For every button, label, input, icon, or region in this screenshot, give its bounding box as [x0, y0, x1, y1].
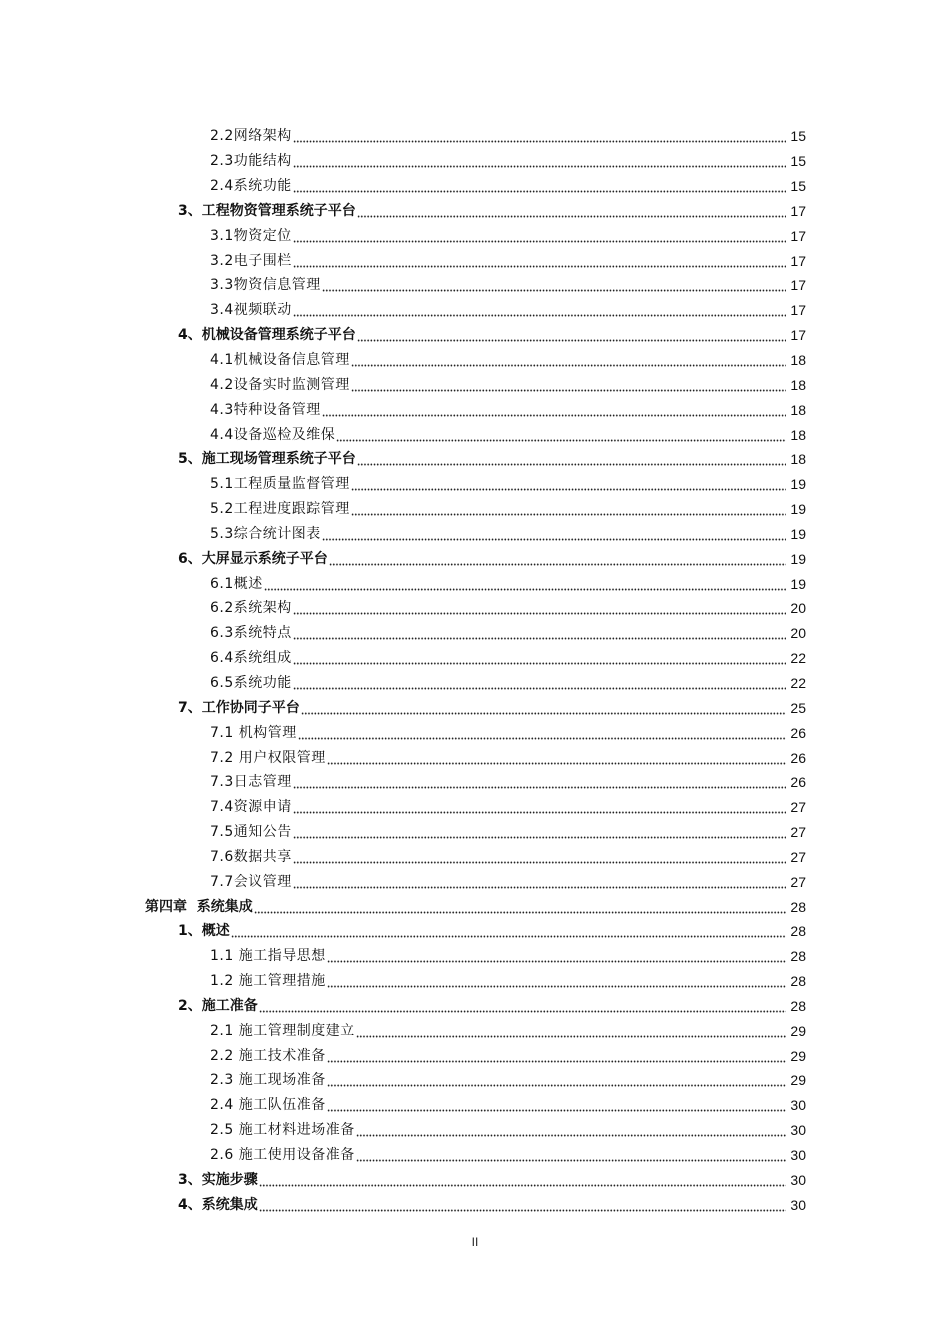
toc-entry-title: 第四章 系统集成	[145, 898, 253, 915]
toc-dot-leader	[327, 1073, 786, 1087]
toc-subsection-entry[interactable]	[0, 1068, 950, 1093]
toc-subsection-entry[interactable]	[0, 844, 950, 869]
toc-entry-title: 7.5通知公告	[210, 824, 292, 841]
toc-section-entry[interactable]	[0, 546, 950, 571]
toc-dot-leader	[322, 527, 786, 541]
toc-dot-leader	[293, 651, 786, 665]
toc-entry-page-number: 17	[790, 277, 806, 294]
toc-entry-page-number: 27	[790, 824, 806, 841]
toc-section-entry[interactable]	[0, 447, 950, 472]
toc-entry-page-number: 30	[790, 1171, 806, 1188]
toc-subsection-entry[interactable]	[0, 596, 950, 621]
toc-entry-page-number: 19	[790, 501, 806, 518]
toc-dot-leader	[254, 900, 786, 914]
toc-entry-page-number: 19	[790, 550, 806, 567]
toc-dot-leader	[356, 1024, 786, 1038]
toc-section-entry[interactable]	[0, 994, 950, 1019]
toc-subsection-entry[interactable]	[0, 820, 950, 845]
toc-entry-title: 6、大屏显示系统子平台	[178, 550, 328, 567]
toc-entry-title: 6.4系统组成	[210, 650, 292, 667]
toc-subsection-entry[interactable]	[0, 720, 950, 745]
toc-dot-leader	[351, 378, 786, 392]
toc-subsection-entry[interactable]	[0, 1143, 950, 1168]
toc-dot-leader	[357, 328, 786, 342]
toc-section-entry[interactable]	[0, 323, 950, 348]
toc-dot-leader	[298, 726, 786, 740]
toc-entry-page-number: 17	[790, 327, 806, 344]
toc-subsection-entry[interactable]	[0, 372, 950, 397]
toc-entry-page-number: 30	[790, 1097, 806, 1114]
toc-entry-page-number: 30	[790, 1122, 806, 1139]
toc-entry-page-number: 17	[790, 227, 806, 244]
toc-section-entry[interactable]	[0, 1167, 950, 1192]
toc-subsection-entry[interactable]	[0, 671, 950, 696]
toc-section-entry[interactable]	[0, 199, 950, 224]
toc-entry-page-number: 30	[790, 1196, 806, 1213]
toc-subsection-entry[interactable]	[0, 571, 950, 596]
toc-entry-page-number: 26	[790, 774, 806, 791]
toc-entry-title: 3.2电子围栏	[210, 252, 292, 269]
toc-entry-title: 2.4系统功能	[210, 178, 292, 195]
toc-dot-leader	[293, 601, 786, 615]
toc-dot-leader	[351, 502, 786, 516]
toc-entry-title: 2.6 施工使用设备准备	[210, 1147, 355, 1164]
toc-entry-page-number: 30	[790, 1147, 806, 1164]
toc-entry-title: 4.4设备巡检及维保	[210, 426, 336, 443]
toc-entry-page-number: 29	[790, 1047, 806, 1064]
toc-entry-page-number: 28	[790, 898, 806, 915]
toc-entry-title: 4.2设备实时监测管理	[210, 376, 350, 393]
toc-dot-leader	[336, 428, 786, 442]
toc-entry-title: 7.2 用户权限管理	[210, 749, 326, 766]
toc-entry-page-number: 15	[790, 153, 806, 170]
toc-entry-page-number: 28	[790, 997, 806, 1014]
toc-dot-leader	[293, 800, 786, 814]
toc-entry-page-number: 27	[790, 873, 806, 890]
toc-entry-page-number: 18	[790, 352, 806, 369]
toc-entry-title: 2.1 施工管理制度建立	[210, 1022, 355, 1039]
toc-entry-page-number: 18	[790, 376, 806, 393]
toc-dot-leader	[356, 1123, 786, 1137]
toc-subsection-entry[interactable]	[0, 1118, 950, 1143]
toc-entry-title: 7.7会议管理	[210, 873, 292, 890]
toc-entry-page-number: 18	[790, 426, 806, 443]
toc-subsection-entry[interactable]	[0, 248, 950, 273]
toc-entry-title: 3.4视频联动	[210, 302, 292, 319]
toc-entry-title: 5.3综合统计图表	[210, 525, 321, 542]
toc-entry-title: 6.1概述	[210, 575, 263, 592]
toc-dot-leader	[293, 825, 786, 839]
toc-entry-title: 2.4 施工队伍准备	[210, 1097, 326, 1114]
toc-entry-title: 5.2工程进度跟踪管理	[210, 501, 350, 518]
toc-dot-leader	[357, 452, 786, 466]
toc-entry-title: 3、实施步骤	[178, 1171, 258, 1188]
toc-entry-title: 3.1物资定位	[210, 227, 292, 244]
toc-entry-title: 1、概述	[178, 923, 230, 940]
toc-entry-title: 5、施工现场管理系统子平台	[178, 451, 356, 468]
toc-entry-page-number: 22	[790, 674, 806, 691]
toc-entry-title: 2.3 施工现场准备	[210, 1072, 326, 1089]
toc-entry-page-number: 17	[790, 252, 806, 269]
toc-entry-page-number: 20	[790, 625, 806, 642]
toc-subsection-entry[interactable]	[0, 397, 950, 422]
toc-dot-leader	[301, 701, 786, 715]
toc-entry-page-number: 26	[790, 749, 806, 766]
toc-entry-title: 6.5系统功能	[210, 674, 292, 691]
toc-entry-title: 2.2 施工技术准备	[210, 1047, 326, 1064]
toc-entry-title: 7.1 机构管理	[210, 724, 297, 741]
toc-dot-leader	[357, 204, 786, 218]
toc-section-entry[interactable]	[0, 1192, 950, 1217]
toc-subsection-entry[interactable]	[0, 1093, 950, 1118]
page-number: II	[471, 1235, 479, 1249]
toc-entry-title: 2.2网络架构	[210, 128, 292, 145]
toc-entry-title: 2、施工准备	[178, 997, 258, 1014]
toc-entry-title: 1.1 施工指导思想	[210, 948, 326, 965]
toc-dot-leader	[293, 254, 786, 268]
toc-entry-title: 2.3功能结构	[210, 153, 292, 170]
toc-entry-page-number: 15	[790, 178, 806, 195]
toc-subsection-entry[interactable]	[0, 124, 950, 149]
toc-section-entry[interactable]	[0, 919, 950, 944]
toc-subsection-entry[interactable]	[0, 770, 950, 795]
toc-entry-title: 7.6数据共享	[210, 848, 292, 865]
toc-entry-title: 7.4资源申请	[210, 799, 292, 816]
toc-dot-leader	[322, 278, 786, 292]
toc-dot-leader	[327, 949, 786, 963]
toc-dot-leader	[293, 129, 786, 143]
toc-entry-title: 1.2 施工管理措施	[210, 973, 326, 990]
toc-entry-page-number: 28	[790, 948, 806, 965]
toc-dot-leader	[231, 924, 786, 938]
toc-entry-page-number: 29	[790, 1072, 806, 1089]
toc-dot-leader	[327, 1049, 786, 1063]
toc-subsection-entry[interactable]	[0, 621, 950, 646]
toc-entry-title: 7.3日志管理	[210, 774, 292, 791]
toc-entry-page-number: 18	[790, 401, 806, 418]
toc-subsection-entry[interactable]	[0, 1043, 950, 1068]
toc-entry-title: 6.2系统架构	[210, 600, 292, 617]
toc-entry-page-number: 20	[790, 600, 806, 617]
toc-dot-leader	[293, 154, 786, 168]
toc-subsection-entry[interactable]	[0, 472, 950, 497]
toc-entry-page-number: 25	[790, 699, 806, 716]
toc-subsection-entry[interactable]	[0, 422, 950, 447]
toc-chapter-entry[interactable]	[0, 894, 950, 919]
toc-entry-page-number: 18	[790, 451, 806, 468]
toc-dot-leader	[293, 303, 786, 317]
toc-entry-title: 4.3特种设备管理	[210, 401, 321, 418]
toc-subsection-entry[interactable]	[0, 869, 950, 894]
table-of-contents	[0, 124, 950, 1217]
toc-subsection-entry[interactable]	[0, 348, 950, 373]
toc-dot-leader	[259, 999, 786, 1013]
toc-dot-leader	[351, 353, 786, 367]
toc-section-entry[interactable]	[0, 695, 950, 720]
toc-subsection-entry[interactable]	[0, 149, 950, 174]
toc-subsection-entry[interactable]	[0, 745, 950, 770]
toc-entry-title: 4、系统集成	[178, 1196, 258, 1213]
toc-subsection-entry[interactable]	[0, 174, 950, 199]
toc-entry-page-number: 27	[790, 848, 806, 865]
toc-subsection-entry[interactable]	[0, 497, 950, 522]
toc-entry-title: 5.1工程质量监督管理	[210, 476, 350, 493]
toc-entry-title: 4、机械设备管理系统子平台	[178, 327, 356, 344]
toc-entry-title: 4.1机械设备信息管理	[210, 352, 350, 369]
toc-dot-leader	[293, 850, 786, 864]
toc-subsection-entry[interactable]	[0, 273, 950, 298]
toc-dot-leader	[259, 1173, 786, 1187]
toc-dot-leader	[327, 974, 786, 988]
toc-entry-page-number: 19	[790, 525, 806, 542]
toc-dot-leader	[293, 626, 786, 640]
toc-dot-leader	[356, 1148, 786, 1162]
toc-entry-page-number: 22	[790, 650, 806, 667]
toc-subsection-entry[interactable]	[0, 969, 950, 994]
toc-dot-leader	[293, 676, 786, 690]
toc-dot-leader	[322, 403, 786, 417]
toc-entry-title: 3.3物资信息管理	[210, 277, 321, 294]
toc-subsection-entry[interactable]	[0, 646, 950, 671]
toc-entry-page-number: 28	[790, 923, 806, 940]
toc-dot-leader	[327, 751, 786, 765]
toc-entry-title: 3、工程物资管理系统子平台	[178, 202, 356, 219]
toc-entry-page-number: 19	[790, 575, 806, 592]
toc-dot-leader	[293, 875, 786, 889]
toc-entry-page-number: 17	[790, 202, 806, 219]
toc-dot-leader	[293, 775, 786, 789]
toc-dot-leader	[327, 1098, 786, 1112]
toc-subsection-entry[interactable]	[0, 522, 950, 547]
toc-entry-page-number: 27	[790, 799, 806, 816]
toc-entry-page-number: 19	[790, 476, 806, 493]
toc-subsection-entry[interactable]	[0, 795, 950, 820]
toc-entry-page-number: 15	[790, 128, 806, 145]
toc-entry-page-number: 17	[790, 302, 806, 319]
toc-entry-title: 6.3系统特点	[210, 625, 292, 642]
toc-subsection-entry[interactable]	[0, 944, 950, 969]
toc-dot-leader	[259, 1198, 786, 1212]
toc-dot-leader	[293, 179, 786, 193]
toc-dot-leader	[293, 229, 786, 243]
toc-dot-leader	[329, 552, 786, 566]
toc-dot-leader	[264, 577, 786, 591]
toc-dot-leader	[351, 477, 786, 491]
toc-entry-title: 7、工作协同子平台	[178, 699, 300, 716]
toc-subsection-entry[interactable]	[0, 223, 950, 248]
toc-entry-page-number: 29	[790, 1022, 806, 1039]
toc-entry-title: 2.5 施工材料进场准备	[210, 1122, 355, 1139]
toc-subsection-entry[interactable]	[0, 298, 950, 323]
toc-entry-page-number: 28	[790, 973, 806, 990]
toc-subsection-entry[interactable]	[0, 1018, 950, 1043]
toc-entry-page-number: 26	[790, 724, 806, 741]
